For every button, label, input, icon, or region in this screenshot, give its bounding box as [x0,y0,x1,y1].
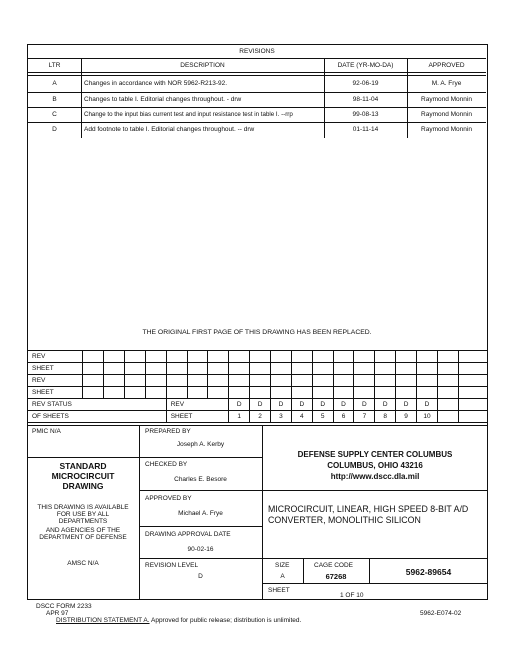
grid-row-rev-status: REV STATUS REV D D D D D D D D D D [28,399,488,411]
pmic: PMIC N/A [32,428,61,435]
grid-row-of-sheets: OF SHEETS SHEET 1 2 3 4 5 6 7 8 9 10 [28,411,488,423]
form-date: APR 97 [46,610,69,617]
rev-status-grid [27,350,488,423]
grid-row-sheet-1: SHEET [28,363,488,375]
dscc-line-1: DEFENSE SUPPLY CENTER COLUMBUS [297,450,453,459]
grid-row-rev-1: REV [28,351,488,363]
size-value: A [280,573,285,580]
availability-line-3: DEPARTMENTS [58,518,108,525]
approved-header: APPROVED [428,62,465,69]
availability-line-2: FOR USE BY ALL [56,511,110,518]
ltr-header: LTR [48,62,61,69]
form-number: DSCC FORM 2233 [36,603,92,610]
dscc-line-2: COLUMBUS, OHIO 43216 [327,461,423,470]
cage-label: CAGE CODE [314,562,354,569]
dscc-line-3: http://www.dscc.dla.mil [330,472,420,481]
approval-date-label: DRAWING APPROVAL DATE [145,531,231,538]
approval-date: 90-02-16 [187,546,214,553]
amsc: AMSC N/A [67,560,99,567]
sheet-of: 1 OF 10 [340,592,364,599]
revisions-title: REVISIONS [239,48,275,55]
revision-level-label: REVISION LEVEL [145,562,199,569]
revision-level: D [198,573,203,580]
checked-by-label: CHECKED BY [145,461,188,468]
availability-line-5: DEPARTMENT OF DEFENSE [39,534,127,541]
doc-code: 5962-E074-02 [420,610,462,617]
cage-code: 67268 [325,572,347,581]
date-header: DATE (YR-MO-DA) [337,62,394,69]
drawing-title-line-1: MICROCIRCUIT, LINEAR, HIGH SPEED 8-BIT A/D [268,504,469,514]
size-label: SIZE [275,562,290,569]
availability-line-1: THIS DRAWING IS AVAILABLE [37,504,129,511]
standard-line-3: DRAWING [62,481,104,491]
approved-by-label: APPROVED BY [145,495,192,502]
distribution-statement: DISTRIBUTION STATEMENT A. Approved for public release; distribution is unlimited. [56,617,302,624]
approved-by: Michael A. Frye [178,510,223,517]
replaced-note: THE ORIGINAL FIRST PAGE OF THIS DRAWING HAS BEEN REPLACED. [142,329,372,336]
checked-by: Charles E. Besore [174,476,227,483]
standard-line-1: STANDARD [59,461,107,471]
prepared-by-label: PREPARED BY [145,428,191,435]
drawing-title-line-2: CONVERTER, MONOLITHIC SILICON [268,515,421,525]
description-header: DESCRIPTION [180,62,225,69]
drawing-number: 5962-89654 [405,567,452,577]
drawing-frame: REVISIONS LTR DESCRIPTION DATE (YR-MO-DA) APPROVED A Changes in accordance with NOR 5962-R213-92. 92-06-19 M. A. Frye B Changes to table I. Editorial changes throughout. - drw 98-11-04 Raymond Monnin C Change to the input bias current test and input resistance test in table I. --rrp 99-08-13 Raymond Monnin D Add footnote to table I. Editorial changes throughout. -- drw 01-11-14 Raymond Monnin THE ORIGINAL FIRST PAGE OF THIS DRAWING HAS BEEN REPLACED. [27,44,488,600]
prepared-by: Joseph A. Kerby [176,441,225,448]
standard-line-2: MICROCIRCUIT [51,471,115,481]
availability-line-4: AND AGENCIES OF THE [45,527,121,534]
grid-row-sheet-2: SHEET [28,387,488,399]
sheet-label: SHEET [268,587,290,594]
grid-row-rev-2: REV [28,375,488,387]
